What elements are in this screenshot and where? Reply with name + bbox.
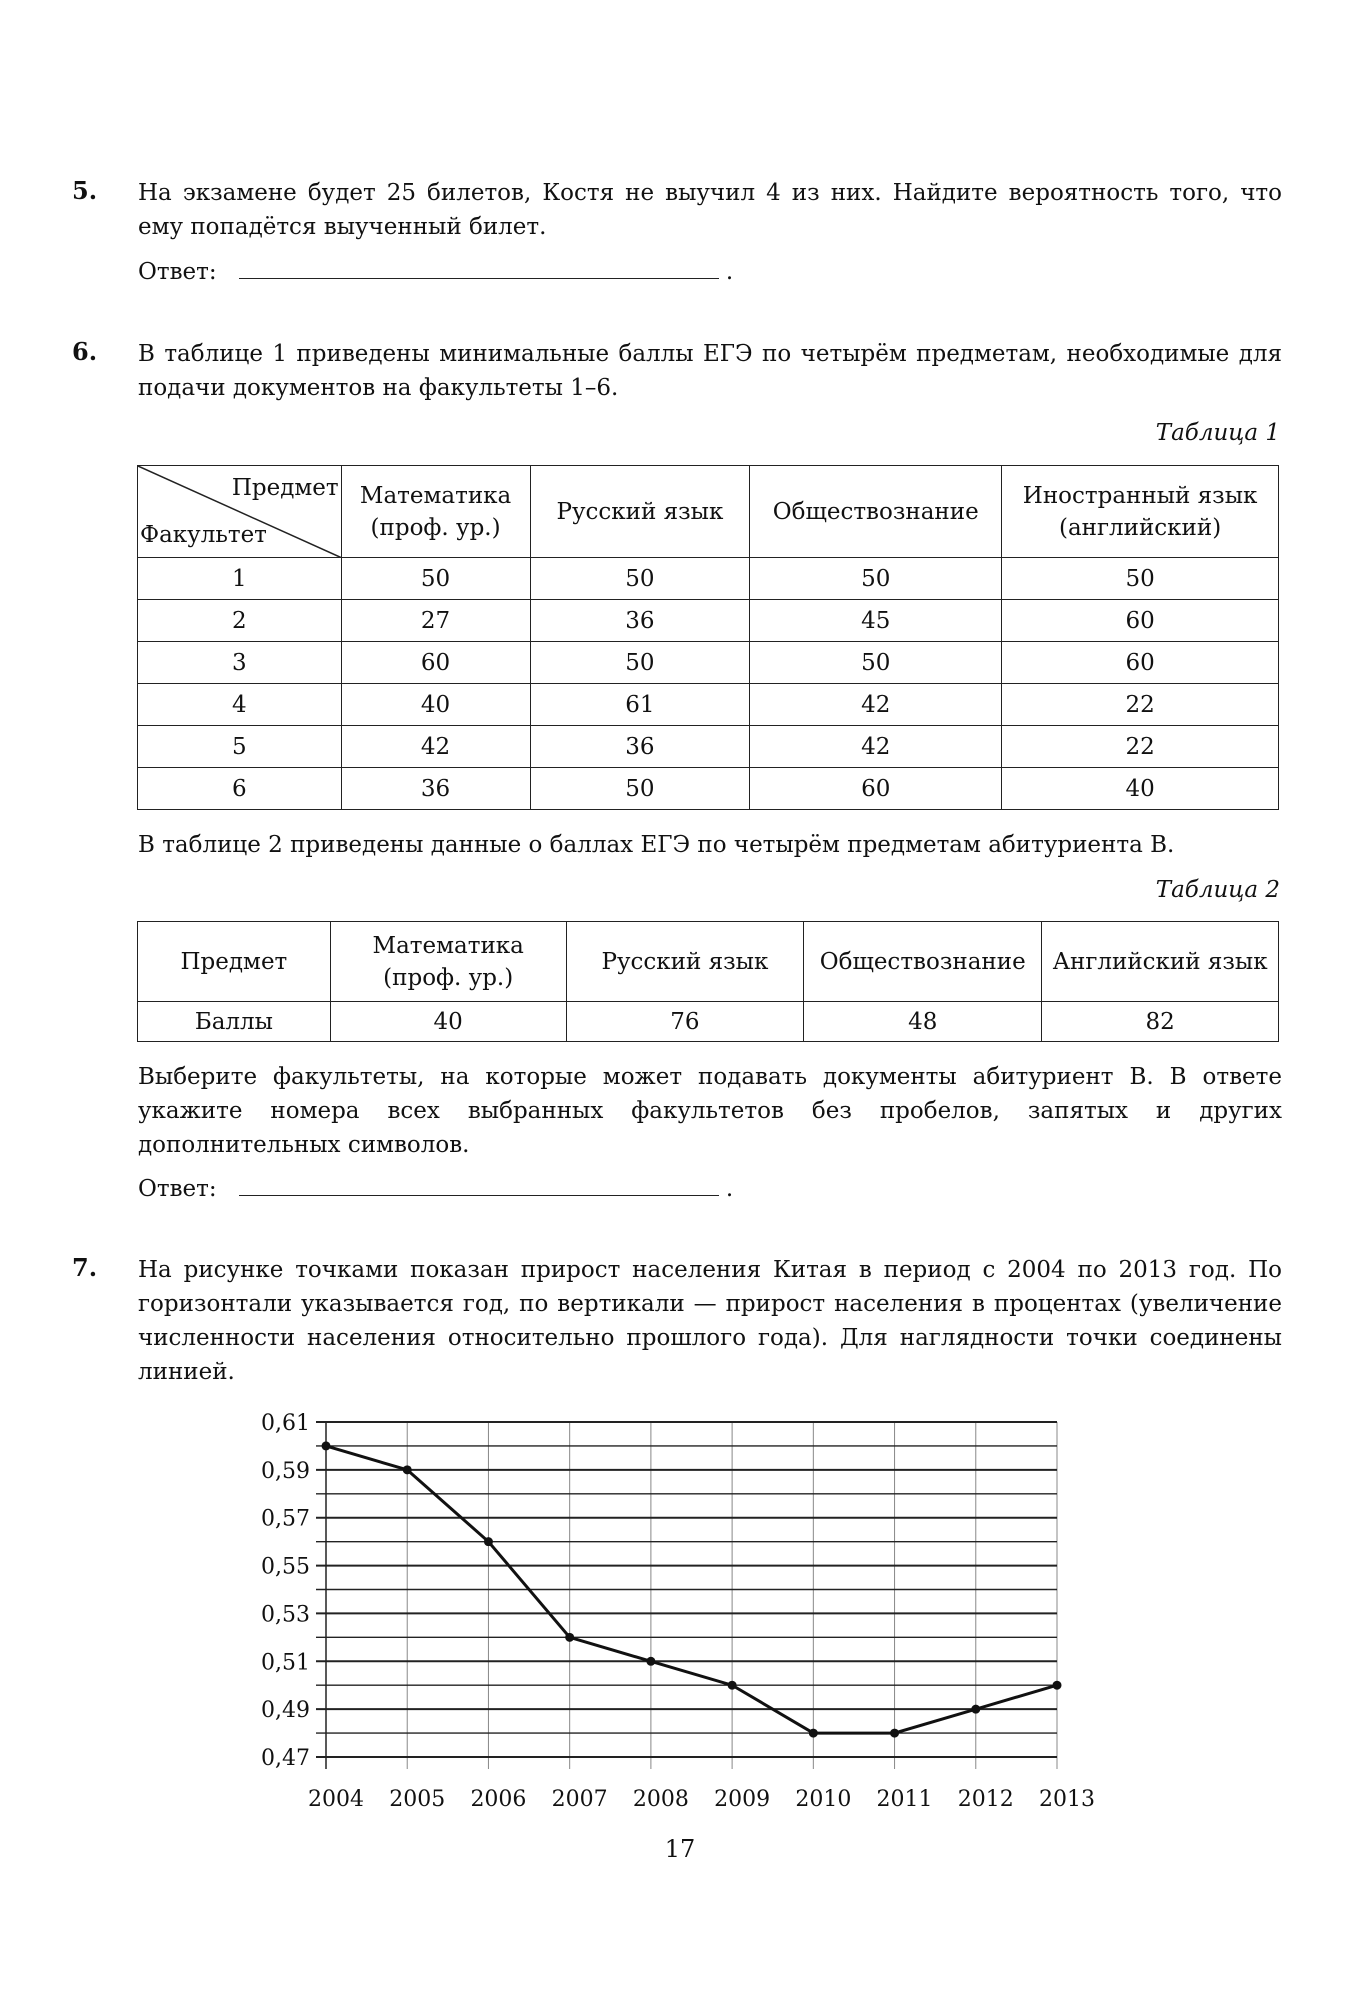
data-point: [322, 1441, 331, 1450]
header-cell: Русский язык: [530, 466, 750, 558]
x-tick-label: 2005: [389, 1787, 446, 1812]
x-tick-label: 2013: [1039, 1787, 1095, 1812]
x-tick-label: 2010: [795, 1787, 852, 1812]
score-cell: 50: [1002, 558, 1279, 600]
table-cell: 40: [330, 1002, 566, 1042]
data-point: [1053, 1681, 1062, 1690]
score-cell: 22: [1002, 684, 1279, 726]
table-2-caption: Таблица 2: [1155, 877, 1280, 903]
score-cell: 60: [750, 768, 1002, 810]
x-tick-label: 2007: [551, 1787, 608, 1812]
data-point: [484, 1537, 493, 1546]
answer-label: Ответ:: [138, 1176, 217, 1202]
score-cell: 50: [530, 558, 750, 600]
table-cell: 82: [1042, 1002, 1279, 1042]
faculty-number-cell: 4: [138, 684, 342, 726]
data-point: [890, 1729, 899, 1738]
score-cell: 40: [341, 684, 530, 726]
y-tick-label: 0,57: [261, 1506, 310, 1532]
data-point: [565, 1633, 574, 1642]
data-point: [971, 1705, 980, 1714]
faculty-number-cell: 5: [138, 726, 342, 768]
score-cell: 42: [750, 684, 1002, 726]
y-tick-label: 0,61: [261, 1411, 310, 1436]
faculty-number-cell: 1: [138, 558, 342, 600]
score-cell: 42: [341, 726, 530, 768]
table-cell: Баллы: [138, 1002, 331, 1042]
score-cell: 36: [530, 726, 750, 768]
header-cell: Математика (проф. ур.): [330, 922, 566, 1002]
score-cell: 50: [530, 642, 750, 684]
task-5-text: На экзамене будет 25 билетов, Костя не выучил 4 из них. Найдите вероятность того, что ему попадётся выученный билет.: [138, 180, 1282, 240]
y-tick-label: 0,47: [261, 1746, 310, 1771]
x-tick-label: 2009: [714, 1787, 771, 1812]
score-cell: 60: [1002, 642, 1279, 684]
score-cell: 50: [530, 768, 750, 810]
task-6-answer: Ответ: .: [138, 1176, 734, 1202]
score-cell: 50: [750, 642, 1002, 684]
table-cell: 48: [804, 1002, 1042, 1042]
x-tick-label: 2008: [632, 1787, 689, 1812]
header-cell: Математика (проф. ур.): [341, 466, 530, 558]
score-cell: 36: [530, 600, 750, 642]
data-point: [403, 1465, 412, 1474]
header-cell: Предмет: [138, 922, 331, 1002]
header-cell: Английский язык: [1042, 922, 1279, 1002]
score-cell: 36: [341, 768, 530, 810]
task-7-number: 7.: [72, 1253, 98, 1282]
score-cell: 50: [750, 558, 1002, 600]
task-7-text: На рисунке точками показан прирост населения Китая в период с 2004 по 2013 год. По горизонтали указывается год, по вертикали — прирост населения в процентах (увеличение численности населения относительно прошлого года). Для наглядности точки соединены линией.: [138, 1257, 1282, 1385]
task-6-number: 6.: [72, 337, 98, 366]
header-cell: Обществознание: [750, 466, 1002, 558]
data-point: [646, 1657, 655, 1666]
score-cell: 61: [530, 684, 750, 726]
faculty-number-cell: 3: [138, 642, 342, 684]
task-5-answer: Ответ: .: [138, 259, 734, 285]
y-tick-label: 0,55: [261, 1554, 310, 1580]
header-cell: Русский язык: [566, 922, 804, 1002]
score-cell: 27: [341, 600, 530, 642]
x-tick-label: 2011: [876, 1787, 933, 1812]
y-tick-label: 0,49: [261, 1698, 310, 1724]
header-cell: Обществознание: [804, 922, 1042, 1002]
score-cell: 22: [1002, 726, 1279, 768]
score-cell: 50: [341, 558, 530, 600]
x-tick-label: 2004: [308, 1787, 364, 1812]
y-tick-label: 0,51: [261, 1650, 310, 1676]
y-tick-label: 0,59: [261, 1458, 310, 1484]
table-2-intro: В таблице 2 приведены данные о баллах ЕГЭ по четырём предметам абитуриента В.: [138, 832, 1175, 858]
data-point: [728, 1681, 737, 1690]
faculty-number-cell: 6: [138, 768, 342, 810]
task-6-instruction: Выберите факультеты, на которые может подавать документы абитуриент В. В ответе укажите номера всех выбранных факультетов без пробелов, запятых и других дополнительных символов.: [138, 1064, 1282, 1158]
score-cell: 40: [1002, 768, 1279, 810]
task-6-text: В таблице 1 приведены минимальные баллы ЕГЭ по четырём предметам, необходимые для подачи документов на факультеты 1–6.: [138, 341, 1282, 401]
score-cell: 60: [341, 642, 530, 684]
x-tick-label: 2006: [470, 1787, 527, 1812]
page-number: 17: [664, 1835, 696, 1863]
corner-subject: Предмет: [231, 475, 339, 501]
corner-faculty: Факультет: [140, 522, 267, 548]
header-cell: Иностранный язык (английский): [1002, 466, 1279, 558]
y-tick-label: 0,53: [261, 1602, 310, 1628]
faculty-number-cell: 2: [138, 600, 342, 642]
score-cell: 42: [750, 726, 1002, 768]
score-cell: 45: [750, 600, 1002, 642]
task-5-number: 5.: [72, 176, 98, 205]
table-1-caption: Таблица 1: [1155, 420, 1280, 446]
table-cell: 76: [566, 1002, 804, 1042]
answer-label: Ответ:: [138, 259, 217, 285]
score-cell: 60: [1002, 600, 1279, 642]
data-point: [809, 1729, 818, 1738]
x-tick-label: 2012: [957, 1787, 1014, 1812]
